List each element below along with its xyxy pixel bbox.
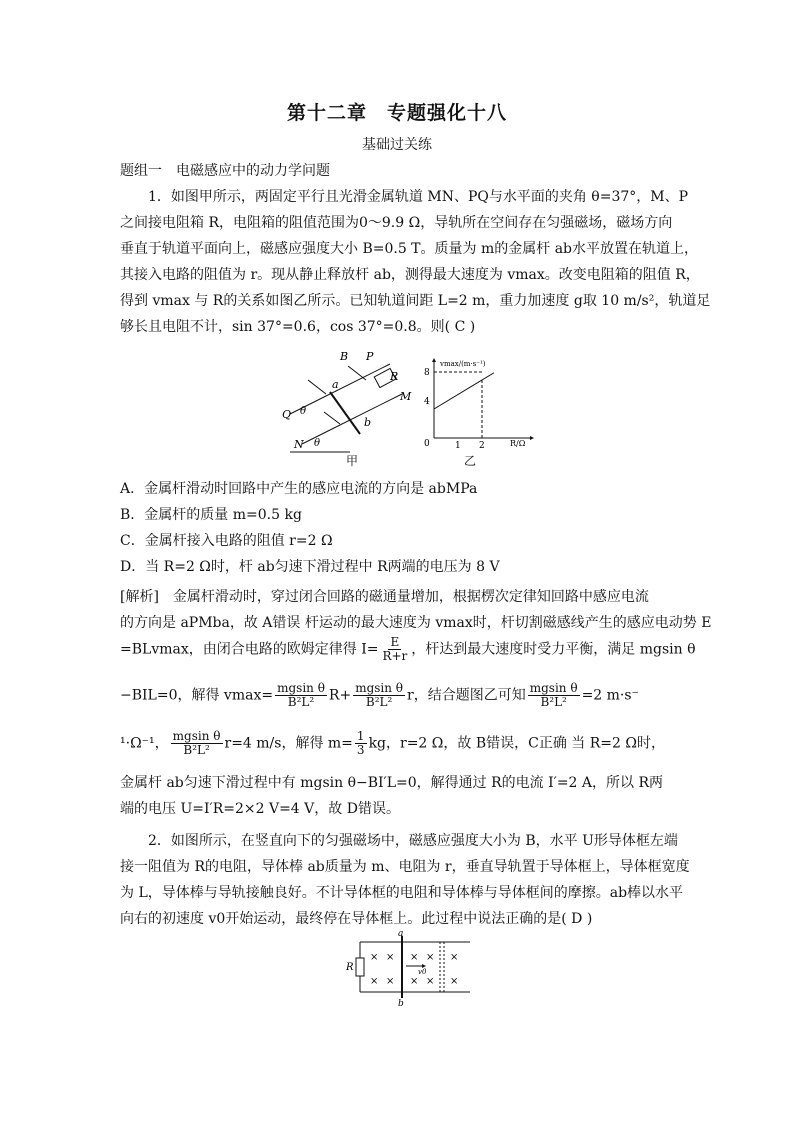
label-r-resistor: R: [346, 962, 354, 973]
label-theta-top: θ: [300, 406, 307, 417]
y-axis-label: vmax/(m·s⁻¹): [440, 360, 486, 368]
option-b: B．金属杆的质量 m=0.5 kg: [120, 507, 302, 523]
analysis-line-3: =BLvmax，由闭合电路的欧姆定律得 I= $\frac{E}{R+r}$ ，杆达到最大速度时受力平衡，满足 mgsin θ: [120, 635, 696, 663]
field-mark: ×: [386, 952, 395, 963]
field-mark: ×: [410, 976, 419, 987]
q1-line-4: 其接入电路的阻值为 r。现从静止释放杆 ab，测得最大速度为 vmax。改变电阻箱的阻值 R，: [120, 267, 700, 283]
option-d: D．当 R=2 Ω时，杆 ab匀速下滑过程中 R两端的电压为 8 V: [120, 559, 500, 575]
label-R: R: [390, 370, 399, 383]
label-b: b: [364, 416, 372, 429]
fraction-3: $\frac{\text{mgsin θ}}{\text{B²L²}}$: [529, 681, 578, 709]
q1-line-3: 垂直于轨道平面向上，磁感应强度大小 B=0.5 T。质量为 m的金属杆 ab水平放置在轨道上，: [120, 241, 699, 257]
figure-yi-graph: [418, 356, 538, 452]
group-heading: 题组一 电磁感应中的动力学问题: [120, 163, 330, 179]
field-mark: ×: [450, 952, 459, 963]
section-subtitle: 基础过关练: [362, 137, 432, 153]
analysis-line-5: ¹·Ω⁻¹， $\frac{\text{mgsin θ}}{\text{B²L²}}$ r=4 m/s，解得 m= $\frac{1}{3}$ kg，r=2 Ω，故 B错误，C正确 当 R=2 Ω时，: [120, 729, 665, 757]
label-N: N: [294, 438, 304, 451]
q2-line-3: 为 L，导体棒与导轨接触良好。不计导体框的电阻和导体棒与导体框间的摩擦。ab棒以水平: [120, 885, 684, 901]
x-tick-1: 1: [455, 441, 461, 451]
fraction-e-over-r: $\frac{E}{R+r}$: [382, 635, 408, 663]
q2-line-1: 2．如图所示，在竖直向下的匀强磁场中，磁感应强度大小为 B，水平 U形导体框左端: [148, 833, 678, 849]
q2-line-2: 接一阻值为 R的电阻，导体棒 ab质量为 m、电阻为 r，垂直导轨置于导体框上，导体框宽度: [120, 859, 690, 875]
field-mark: ×: [386, 976, 395, 987]
data-line: [434, 373, 494, 409]
label-a: a: [332, 378, 339, 391]
field-mark: ×: [370, 976, 379, 987]
chapter-title: 第十二章 专题强化十八: [286, 102, 507, 124]
label-M: M: [400, 390, 412, 403]
q2-line-4: 向右的初速度 v0开始运动，最终停在导体框上。此过程中说法正确的是( D ): [120, 911, 593, 927]
label-B: B: [340, 352, 349, 363]
analysis-line-6: 金属杆 ab匀速下滑过程中有 mgsin θ−BI′L=0，解得通过 R的电流 I′=2 A，所以 R两: [120, 775, 664, 791]
analysis-line-1: [解析] 金属杆滑动时，穿过闭合回路的磁通量增加，根据楞次定律知回路中感应电流: [120, 589, 649, 605]
fraction-2: $\frac{\text{mgsin θ}}{\text{B²L²}}$: [355, 681, 404, 709]
field-mark: ×: [450, 976, 459, 987]
option-c: C．金属杆接入电路的阻值 r=2 Ω: [120, 533, 333, 549]
field-mark: ×: [410, 952, 419, 963]
label-P: P: [366, 352, 374, 363]
x-axis-label: R/Ω: [510, 439, 526, 448]
analysis-line-4: −BIL=0，解得 vmax= $\frac{\text{mgsin θ}}{\text{B²L²}}$ R+ $\frac{\text{mgsin θ}}{\text{B²L²}}$ r，结合题图乙可知 $\frac{\text{mgsin θ}}{\text{B²L²}}$ =2 m·s⁻: [120, 681, 639, 709]
analysis-line-2: 的方向是 aPMba，故 A错误 杆运动的最大速度为 vmax时，杆切割磁感线产生的感应电动势 E: [120, 615, 712, 631]
field-mark: ×: [426, 976, 435, 987]
field-mark: ×: [370, 952, 379, 963]
origin-label: 0: [424, 439, 430, 449]
fraction-1: $\frac{\text{mgsin θ}}{\text{B²L²}}$: [277, 681, 325, 709]
fraction-one-third: $\frac{1}{3}$: [356, 729, 365, 757]
y-tick-4: 4: [424, 397, 430, 407]
x-tick-2: 2: [479, 441, 485, 451]
field-mark: ×: [426, 952, 435, 963]
fraction-4: $\frac{\text{mgsin θ}}{\text{B²L²}}$: [172, 729, 221, 757]
label-b-bottom: b: [398, 999, 404, 1006]
figure-jia-rails: [280, 352, 415, 464]
label-theta-bottom: θ: [314, 438, 321, 449]
label-a-top: a: [398, 930, 404, 939]
resistor-r: [356, 958, 364, 976]
label-v0: v0: [418, 968, 427, 976]
figure-q2-circuit: [340, 930, 476, 1006]
label-Q: Q: [282, 408, 292, 421]
figure-yi-caption: 乙: [464, 454, 477, 468]
q1-line-6: 够长且电阻不计，sin 37°=0.6，cos 37°=0.8。则( C ): [120, 319, 476, 335]
figure-jia-caption: 甲: [346, 454, 359, 468]
q1-line-1: 1．如图甲所示，两固定平行且光滑金属轨道 MN、PQ与水平面的夹角 θ=37°，M、P: [148, 189, 689, 205]
q1-line-2: 之间接电阻箱 R，电阻箱的阻值范围为0～9.9 Ω，导轨所在空间存在匀强磁场，磁场方向: [120, 215, 673, 231]
analysis-line-7: 端的电压 U=I′R=2×2 V=4 V，故 D错误。: [120, 801, 400, 817]
q1-line-5: 得到 vmax 与 R的关系如图乙所示。已知轨道间距 L=2 m，重力加速度 g取 10 m/s²，轨道足: [120, 293, 711, 309]
y-tick-8: 8: [424, 368, 430, 378]
option-a: A．金属杆滑动时回路中产生的感应电流的方向是 abMPa: [120, 481, 478, 497]
